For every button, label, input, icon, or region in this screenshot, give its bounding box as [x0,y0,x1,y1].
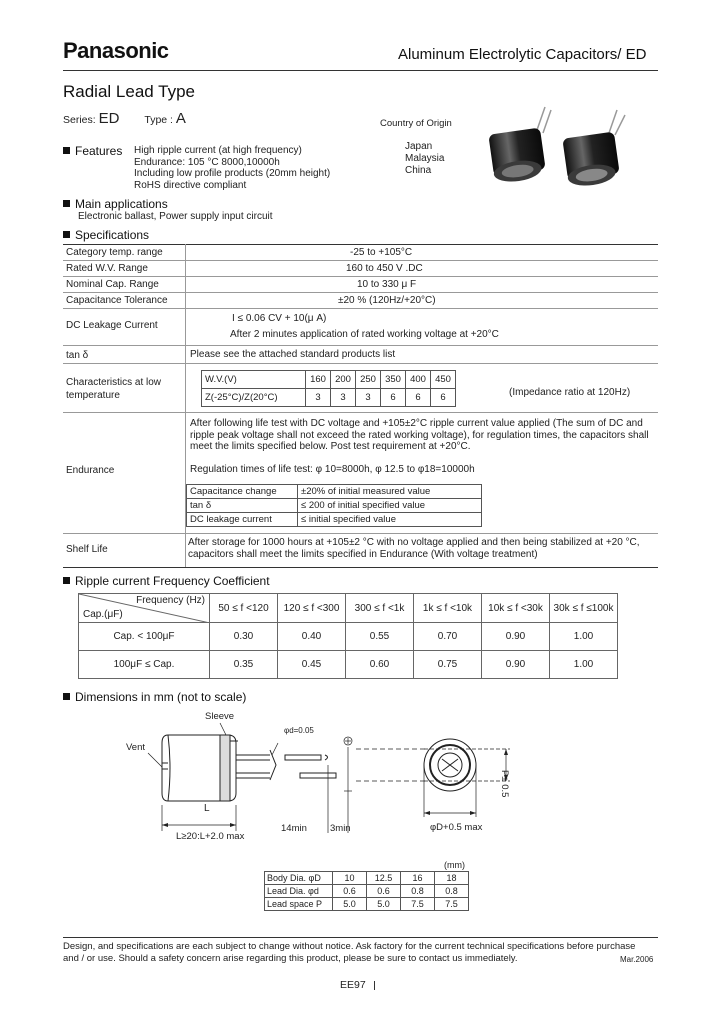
frequency-label: Frequency (Hz) [136,595,205,606]
ripple-cell: 0.40 [278,623,346,651]
ripple-corner [79,594,210,623]
header-rule [63,70,658,71]
ripple-col-header: 30k ≤ f ≤100k [550,594,618,623]
z-label: Z(-25°C)/Z(20°C) [202,389,306,407]
endurance-label: Endurance [66,465,115,476]
pitch-label: P± 0.5 [499,770,510,798]
length-label: L [204,803,210,814]
lead-cell: 5.0 [333,898,367,911]
disclaimer-line-2: and / or use. Should a safety concern arise regarding this product, please be sure to contact us immediately. [63,953,518,964]
lead-cell: 7.5 [401,898,435,911]
spec-label: Category temp. range [66,247,163,258]
shelf-text: After storage for 1000 hours at +105±2 °C with no voltage applied and then being stabilized at +20 °C, capacitors shall meet the limits specified in Endurance (With voltage treatment) [188,537,640,560]
revision-date: Mar.2006 [620,955,654,964]
table-row [265,885,469,898]
impedance-note: (Impedance ratio at 120Hz) [509,387,631,398]
origin-country: China [405,165,432,176]
wv-cell: 450 [431,371,456,389]
lead-cell: 16 [401,872,435,885]
lead-length-label: 14min [281,823,307,834]
ripple-col-header: 10k ≤ f <30k [482,594,550,623]
lead-cell: 7.5 [435,898,469,911]
sleeve-label: Sleeve [205,711,235,722]
z-cell: 6 [406,389,431,407]
lead-table [264,871,469,911]
ripple-table [78,593,618,679]
lead-cell: 0.8 [435,885,469,898]
table-row [79,651,618,679]
bullet-square [63,147,70,154]
type-label: Type : [144,114,173,126]
shelf-label: Shelf Life [66,544,108,555]
applications-text: Electronic ballast, Power supply input circuit [78,211,273,222]
series-line [63,110,186,127]
ripple-col-header: 120 ≤ f <300 [278,594,346,623]
capacitor-photo [485,105,645,190]
ripple-cell: 1.00 [550,623,618,651]
page-subtitle: Radial Lead Type [63,82,196,101]
spec-label: Nominal Cap. Range [66,279,159,290]
bullet-square [63,693,70,700]
origin-label: Country of Origin [380,118,452,129]
feature-item: Including low profile products (20mm height) [134,168,331,179]
z-cell: 6 [381,389,406,407]
spec-rule [63,412,658,413]
footer-rule [63,937,658,938]
bullet-square [63,231,70,238]
mm-label: (mm) [444,860,465,870]
specifications-heading [63,228,149,242]
ripple-cell: 0.30 [210,623,278,651]
body-dia-label: φD+0.5 max [430,822,483,833]
feature-item: Endurance: 105 °C 8000,10000h [134,156,280,168]
spec-value: 10 to 330 μ F [357,279,417,290]
applications-heading-text: Main applications [75,197,168,211]
ripple-cell: 1.00 [550,651,618,679]
lead-cell: 5.0 [367,898,401,911]
endurance-value: ≤ 200 of initial specified value [298,499,482,513]
bullet-square [63,200,70,207]
spec-rule [63,292,658,293]
features-heading [63,144,122,158]
spec-value: 160 to 450 V .DC [346,263,423,274]
table-row [265,898,469,911]
ripple-cell: 0.75 [414,651,482,679]
lead-row-label: Lead Dia. φd [265,885,333,898]
length-note: L≥20:L+2.0 max [176,831,245,842]
wv-cell: 200 [331,371,356,389]
endurance-key: tan δ [187,499,298,513]
ripple-cell: 0.70 [414,623,482,651]
ripple-cell: 0.35 [210,651,278,679]
wv-label: W.V.(V) [202,371,306,389]
spec-value: -25 to +105°C [350,247,413,258]
ripple-row-label: 100μF ≤ Cap. [79,651,210,679]
brand-logo: Panasonic [63,38,169,63]
lead-cell: 12.5 [367,872,401,885]
series-label: Series: [63,114,96,126]
ripple-cell: 0.45 [278,651,346,679]
applications-heading [63,197,168,211]
spec-rule [63,345,658,346]
dimensions-heading-text: Dimensions in mm (not to scale) [75,690,247,704]
endurance-text: After following life test with DC voltage and +105±2°C ripple current value applied (The sum of DC and ripple peak voltage shall not exceed the rated working voltage), for regulation times, the capacitors shall meet the limits specified below. Post test requirement at +20°C. [190,418,649,452]
lead-cell: 0.8 [401,885,435,898]
specifications-heading-text: Specifications [75,228,150,242]
page-number: EE97 [340,979,366,991]
z-cell: 6 [431,389,456,407]
ripple-col-header: 300 ≤ f <1k [346,594,414,623]
three-min-label: 3min [330,823,351,834]
ripple-cell: 0.55 [346,623,414,651]
regulation-text: Regulation times of life test: φ 10=8000h, φ 12.5 to φ18=10000h [190,464,475,475]
spec-rule [63,260,658,261]
endurance-table [186,484,482,527]
endurance-value: ≤ initial specified value [298,513,482,527]
endurance-value: ±20% of initial measured value [298,485,482,499]
wv-cell: 350 [381,371,406,389]
z-cell: 3 [306,389,331,407]
page-tick [374,981,375,990]
lead-row-label: Lead space P [265,898,333,911]
feature-item: High ripple current (at high frequency) [134,145,302,156]
type-value: A [175,110,186,127]
ripple-col-header: 50 ≤ f <120 [210,594,278,623]
z-cell: 3 [356,389,381,407]
ripple-col-header: 1k ≤ f <10k [414,594,482,623]
lead-row-label: Body Dia. φD [265,872,333,885]
leakage-formula: I ≤ 0.06 CV + 10(μ A) [232,313,327,324]
tan-value: Please see the attached standard products list [190,349,396,360]
ripple-row-label: Cap. < 100μF [79,623,210,651]
spec-value: ±20 % (120Hz/+20°C) [338,295,436,306]
ripple-heading [63,574,270,588]
wv-cell: 250 [356,371,381,389]
low-temp-table [201,370,456,407]
features-heading-text: Features [75,144,123,158]
feature-item: RoHS directive compliant [134,179,247,191]
spec-rule [63,567,658,568]
z-cell: 3 [331,389,356,407]
ripple-cell: 0.90 [482,651,550,679]
endurance-key: DC leakage current [187,513,298,527]
series-value: ED [98,110,120,127]
origin-country: Japan [405,141,433,152]
lead-cell: 18 [435,872,469,885]
ripple-cell: 0.60 [346,651,414,679]
spec-rule [63,276,658,277]
cap-label: Cap.(μF) [83,609,123,620]
lead-cell: 0.6 [367,885,401,898]
endurance-key: Capacitance change [187,485,298,499]
lead-cell: 10 [333,872,367,885]
origin-list [405,141,444,177]
spec-rule [63,533,658,534]
ripple-cell: 0.90 [482,623,550,651]
spec-label: Rated W.V. Range [66,263,148,274]
wv-cell: 400 [406,371,431,389]
document-title: Aluminum Electrolytic Capacitors/ ED [398,46,647,63]
origin-country: Malaysia [405,153,445,164]
table-row [265,872,469,885]
ripple-heading-text: Ripple current Frequency Coefficient [75,574,270,588]
spec-rule [63,244,658,245]
low-temp-label: Characteristics at low temperature [66,377,162,401]
dimensions-heading [63,690,246,704]
disclaimer-line-1: Design, and specifications are each subject to change without notice. Ask factory for the current technical specifications before purchase [63,941,636,952]
spec-rule [63,363,658,364]
leakage-label: DC Leakage Current [66,320,158,331]
spec-rule [63,308,658,309]
leakage-condition: After 2 minutes application of rated working voltage at +20°C [230,329,499,340]
features-list [134,145,330,191]
bullet-square [63,577,70,584]
table-row [79,623,618,651]
tan-label: tan δ [66,350,89,361]
wv-cell: 160 [306,371,331,389]
vent-label: Vent [126,742,146,753]
lead-cell: 0.6 [333,885,367,898]
spec-label: Capacitance Tolerance [66,295,168,306]
lead-dia-label: φd=0.05 [284,726,314,735]
